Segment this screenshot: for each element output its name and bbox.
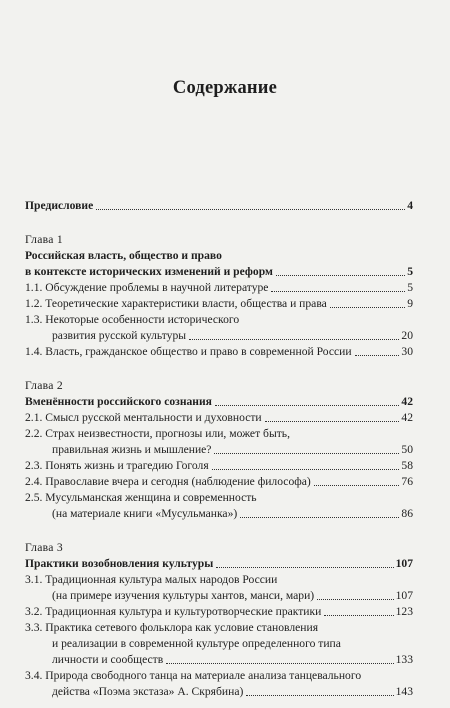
chapter-2-page: 42 (401, 395, 413, 408)
toc-entry-2-5 (25, 490, 413, 506)
section-number: 3.2. (25, 605, 43, 618)
section-title: Обсуждение проблемы в научной литературе (45, 281, 269, 294)
section-title: Практика сетевого фольклора как условие становления (45, 621, 319, 634)
section-title: (на примере изучения культуры хантов, манси, мари) (52, 589, 315, 602)
section-title: Традиционная культура малых народов России (45, 573, 278, 586)
section-title: Некоторые особенности исторического (45, 313, 240, 326)
section-page: 20 (401, 329, 413, 342)
toc-entry-3-3 (25, 620, 413, 636)
toc-entry-2-2-cont (25, 442, 413, 458)
section-number: 3.4. (25, 669, 43, 682)
leader-dots (314, 485, 400, 486)
toc-entry-3-3-cont (25, 636, 413, 652)
toc-entry-2-2 (25, 426, 413, 442)
section-title: Страх неизвестности, прогнозы или, может быть, (45, 427, 290, 440)
preface-label: Предисловие (25, 199, 94, 212)
section-page: 76 (401, 475, 413, 488)
toc-entry-1-2 (25, 296, 413, 312)
toc-entry-3-4 (25, 668, 413, 684)
toc-entry-3-1 (25, 572, 413, 588)
toc-entry-1-3-cont (25, 328, 413, 344)
leader-dots (212, 469, 400, 470)
section-number: 2.3. (25, 459, 43, 472)
leader-dots (355, 355, 400, 356)
toc-entry-2-3 (25, 458, 413, 474)
section-number: 1.3. (25, 313, 43, 326)
leader-dots (216, 567, 393, 568)
section-title: Православие вчера и сегодня (наблюдение философа) (45, 475, 311, 488)
section-number: 1.2. (25, 297, 43, 310)
leader-dots (240, 517, 399, 518)
section-page: 107 (395, 589, 413, 602)
toc-entry-chapter-1-title (25, 264, 413, 280)
section-title: действа «Поэма экстаза» А. Скрябина) (52, 685, 244, 698)
toc-entry-1-4 (25, 344, 413, 360)
section-title: (на материале книги «Мусульманка») (52, 507, 238, 520)
chapter-2-title-line: Вменённости российского сознания (25, 395, 212, 408)
chapter-2-heading: Глава 2 (25, 379, 64, 392)
leader-dots (276, 275, 405, 276)
toc-entry-3-3-cont2 (25, 652, 413, 668)
section-title: Мусульманская женщина и современность (45, 491, 257, 504)
toc-entry-3-1-cont (25, 588, 413, 604)
section-title: правильная жизнь и мышление? (52, 443, 212, 456)
leader-dots (189, 339, 399, 340)
section-title: Власть, гражданское общество и право в современной России (45, 345, 352, 358)
section-title: Понять жизнь и трагедию Гоголя (45, 459, 209, 472)
chapter-1-page: 5 (407, 265, 413, 278)
section-number: 3.3. (25, 621, 43, 634)
chapter-1-heading: Глава 1 (25, 233, 64, 246)
leader-dots (96, 209, 405, 210)
section-title: развития русской культуры (52, 329, 187, 342)
section-title: личности и сообществ (52, 653, 164, 666)
leader-dots (330, 307, 405, 308)
toc-entry-2-4 (25, 474, 413, 490)
section-number: 2.5. (25, 491, 43, 504)
page-title: Содержание (172, 78, 278, 98)
chapter-1-title-line: Российская власть, общество и право (25, 249, 222, 262)
section-page: 86 (401, 507, 413, 520)
section-title: Смысл русской ментальности и духовности (45, 411, 262, 424)
toc-entry-2-5-cont (25, 506, 413, 522)
section-page: 5 (407, 281, 413, 294)
section-number: 1.1. (25, 281, 43, 294)
toc-entry-2-1 (25, 410, 413, 426)
toc-entry-1-1 (25, 280, 413, 296)
section-number: 1.4. (25, 345, 43, 358)
table-of-contents (25, 198, 413, 700)
leader-dots (166, 663, 393, 664)
toc-entry-chapter-3-title (25, 556, 413, 572)
section-title: и реализации в современной культуре определенного типа (52, 637, 341, 650)
leader-dots (271, 291, 405, 292)
toc-entry-chapter-2-title (25, 394, 413, 410)
section-page: 30 (401, 345, 413, 358)
section-number: 2.1. (25, 411, 43, 424)
section-page: 133 (395, 653, 413, 666)
leader-dots (324, 615, 393, 616)
leader-dots (317, 599, 393, 600)
section-number: 3.1. (25, 573, 43, 586)
section-page: 42 (401, 411, 413, 424)
section-number: 2.2. (25, 427, 43, 440)
chapter-3-heading: Глава 3 (25, 541, 64, 554)
leader-dots (265, 421, 400, 422)
toc-entry-3-2 (25, 604, 413, 620)
leader-dots (215, 405, 399, 406)
preface-page: 4 (407, 199, 413, 212)
section-page: 123 (395, 605, 413, 618)
toc-entry-1-3 (25, 312, 413, 328)
section-title: Теоретические характеристики власти, общества и права (45, 297, 327, 310)
leader-dots (246, 695, 393, 696)
section-page: 9 (407, 297, 413, 310)
chapter-3-title-line: Практики возобновления культуры (25, 557, 214, 570)
section-title: Природа свободного танца на материале анализа танцевального (45, 669, 362, 682)
section-page: 58 (401, 459, 413, 472)
section-number: 2.4. (25, 475, 43, 488)
chapter-3-page: 107 (395, 557, 413, 570)
toc-entry-preface (25, 198, 413, 214)
section-page: 143 (395, 685, 413, 698)
section-page: 50 (401, 443, 413, 456)
chapter-1-title-line: в контексте исторических изменений и реформ (25, 265, 273, 278)
toc-entry-3-4-cont (25, 684, 413, 700)
section-title: Традиционная культура и культуротворческие практики (45, 605, 322, 618)
leader-dots (214, 453, 399, 454)
